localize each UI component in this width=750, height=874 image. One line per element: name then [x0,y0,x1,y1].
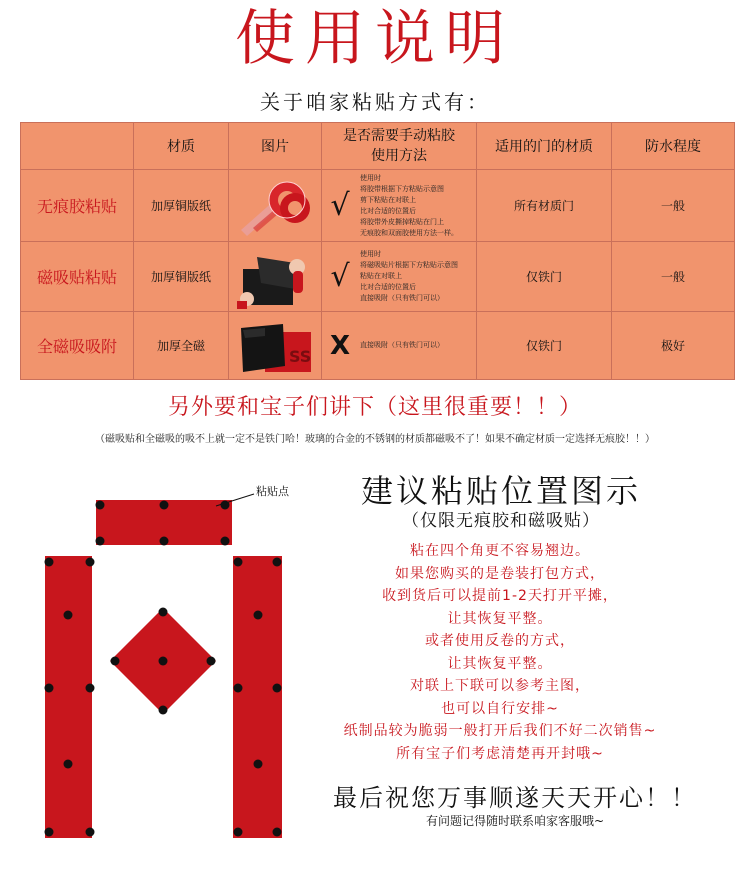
check-mark-icon: √ [330,187,350,223]
important-notice: 另外要和宝子们讲下（这里很重要！！） [167,395,582,420]
tip-line: 如果您购买的是卷装打包方式， [395,565,605,582]
row-waterproof: 一般 [612,242,735,312]
dot-label: 粘贴点 [256,485,289,498]
row-name: 磁吸贴粘贴 [21,242,134,312]
row-usage [322,170,477,242]
row-picture [229,242,322,312]
tips-list [300,540,700,765]
tip-line: 所有宝子们考虑清楚再开封哦~ [396,745,604,762]
double-sided-tape-roll-icon [235,178,315,234]
closing-contact-note: 有问题记得随时联系咱家客服哦~ [425,814,605,828]
tip-line: 粘在四个角更不容易翘边。 [410,543,590,559]
tip-line: 纸制品较为脆弱一般打开后我们不好二次销售~ [343,723,657,739]
row-usage [322,242,477,312]
row-door-material: 所有材质门 [477,170,612,242]
row-material: 加厚全磁 [134,312,229,380]
magnet-sheet-icon [235,249,315,305]
table-row [21,242,735,312]
tip-line: 收到货后可以提前1-2天打开平摊， [382,588,618,604]
tip-line: 也可以自行安排~ [441,700,559,717]
row-name: 无痕胶粘贴 [21,170,134,242]
row-usage [322,312,477,380]
header-usage: 是否需要手动粘胶 使用方法 [322,123,477,170]
header-empty [21,123,134,170]
row-material: 加厚铜版纸 [134,170,229,242]
tip-line: 对联上下联可以参考主图， [410,678,590,694]
full-magnet-board-icon [235,318,315,374]
couplet-left [45,556,92,838]
row-picture [229,312,322,380]
row-door-material: 仅铁门 [477,242,612,312]
placement-diagram [0,478,300,840]
tip-line: 让其恢复平整。 [447,655,553,672]
tip-line: 让其恢复平整。 [447,610,553,627]
row-waterproof: 一般 [612,170,735,242]
tip-line: 或者使用反卷的方式， [425,633,575,649]
row-door-material: 仅铁门 [477,312,612,380]
placement-subtitle: （仅限无痕胶和磁吸贴） [402,511,600,531]
header-picture: 图片 [229,123,322,170]
table-row [21,170,735,242]
row-material: 加厚铜版纸 [134,242,229,312]
closing-wish: 最后祝您万事顺遂天天开心！！ [333,784,697,812]
svg-text:SS: SS [289,346,312,366]
placement-title: 建议粘贴位置图示 [360,472,641,510]
usage-text: 使用时 将磁吸贴片根据下方粘贴示意图 粘贴在对联上 比对合适的位置后 直接吸附（只有铁门可以） [360,250,458,302]
table-header-row [21,123,735,170]
method-table [20,122,735,380]
check-mark-icon: √ [330,258,350,294]
table-row [21,312,735,380]
important-notice-detail: （磁吸贴和全磁吸的吸不上就一定不是铁门哈！玻璃的合金的不锈钢的材质都磁吸不了！如果不确定材质一定选择无痕胶！！） [95,434,655,445]
couplet-right [233,556,282,838]
header-door-material: 适用的门的材质 [477,123,612,170]
cross-mark-icon: X [329,330,351,361]
usage-text: 使用时 将胶带根据下方粘贴示意图 剪下粘贴在对联上 比对合适的位置后 将胶带外皮撕掉粘贴在门上 无痕胶和双面胶使用方法一样。 [360,173,458,237]
row-picture [229,170,322,242]
page-subtitle: 关于咱家粘贴方式有： [260,90,490,114]
page-title: 使用说明 [235,4,515,74]
usage-text: 直接吸附（只有铁门可以） [360,341,444,349]
header-material: 材质 [134,123,229,170]
header-waterproof: 防水程度 [612,123,735,170]
row-name: 全磁吸吸附 [21,312,134,380]
row-waterproof: 极好 [612,312,735,380]
